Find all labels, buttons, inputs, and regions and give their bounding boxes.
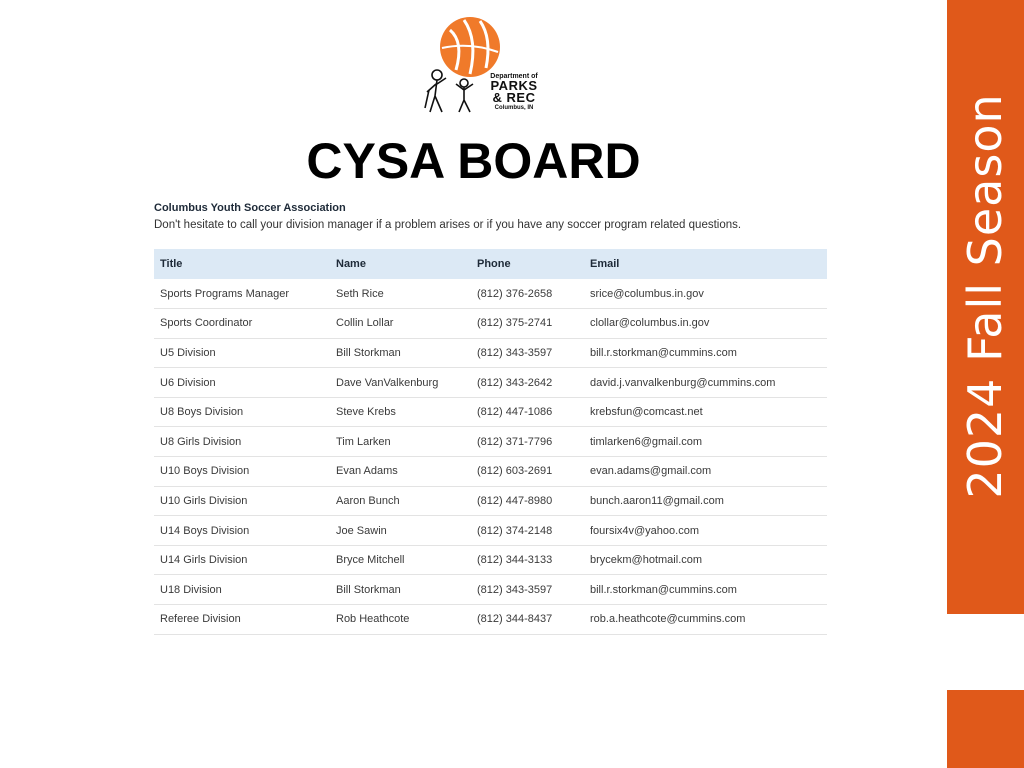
cell-name: Steve Krebs xyxy=(330,397,471,427)
cell-phone: (812) 343-3597 xyxy=(471,575,584,605)
cell-email: evan.adams@gmail.com xyxy=(584,457,827,487)
association-description: Don't hesitate to call your division manager if a problem arises or if you have any soccer program related questions. xyxy=(154,219,742,231)
logo-dept: Department of xyxy=(490,73,538,80)
cell-phone: (812) 374-2148 xyxy=(471,516,584,546)
cell-title: U18 Division xyxy=(154,575,330,605)
table-row xyxy=(154,338,827,368)
table-row xyxy=(154,486,827,516)
cell-name: Aaron Bunch xyxy=(330,486,471,516)
board-table xyxy=(154,249,827,635)
cell-phone: (812) 376-2658 xyxy=(471,279,584,309)
cell-name: Tim Larken xyxy=(330,427,471,457)
cell-phone: (812) 603-2691 xyxy=(471,457,584,487)
table-row xyxy=(154,279,827,309)
table-row xyxy=(154,427,827,457)
column-header-title: Title xyxy=(154,249,330,279)
cell-title: U10 Boys Division xyxy=(154,457,330,487)
cell-title: U8 Girls Division xyxy=(154,427,330,457)
cell-title: U10 Girls Division xyxy=(154,486,330,516)
cell-title: U14 Boys Division xyxy=(154,516,330,546)
column-header-phone: Phone xyxy=(471,249,584,279)
cell-name: Evan Adams xyxy=(330,457,471,487)
cell-phone: (812) 371-7796 xyxy=(471,427,584,457)
cell-email: rob.a.heathcote@cummins.com xyxy=(584,605,827,635)
cell-phone: (812) 343-3597 xyxy=(471,338,584,368)
cell-email: krebsfun@comcast.net xyxy=(584,397,827,427)
cell-name: Bill Storkman xyxy=(330,575,471,605)
cell-name: Collin Lollar xyxy=(330,309,471,339)
cell-phone: (812) 343-2642 xyxy=(471,368,584,398)
cell-phone: (812) 344-8437 xyxy=(471,605,584,635)
sidebar-orange-footer xyxy=(947,690,1024,768)
logo-city: Columbus, IN xyxy=(494,105,534,111)
cell-title: U6 Division xyxy=(154,368,330,398)
cell-name: Dave VanValkenburg xyxy=(330,368,471,398)
table-row xyxy=(154,309,827,339)
cell-email: david.j.vanvalkenburg@cummins.com xyxy=(584,368,827,398)
cell-name: Rob Heathcote xyxy=(330,605,471,635)
logo-rec: & REC xyxy=(492,90,536,105)
cell-email: brycekm@hotmail.com xyxy=(584,545,827,575)
table-row xyxy=(154,397,827,427)
column-header-name: Name xyxy=(330,249,471,279)
table-row xyxy=(154,605,827,635)
table-row xyxy=(154,457,827,487)
table-row xyxy=(154,516,827,546)
logo-parks: PARKS xyxy=(490,78,538,93)
cell-email: timlarken6@gmail.com xyxy=(584,427,827,457)
cell-phone: (812) 375-2741 xyxy=(471,309,584,339)
cell-title: Sports Coordinator xyxy=(154,309,330,339)
table-row xyxy=(154,575,827,605)
cell-email: bill.r.storkman@cummins.com xyxy=(584,338,827,368)
season-title: 2024 Fall Season xyxy=(958,93,1012,499)
cell-name: Joe Sawin xyxy=(330,516,471,546)
table-row xyxy=(154,368,827,398)
cell-title: U14 Girls Division xyxy=(154,545,330,575)
page-title: CYSA BOARD xyxy=(306,133,641,189)
cell-name: Seth Rice xyxy=(330,279,471,309)
logo-text xyxy=(484,73,544,111)
table-row xyxy=(154,545,827,575)
cell-phone: (812) 447-8980 xyxy=(471,486,584,516)
cell-title: Sports Programs Manager xyxy=(154,279,330,309)
cell-name: Bill Storkman xyxy=(330,338,471,368)
cell-email: bunch.aaron11@gmail.com xyxy=(584,486,827,516)
cell-name: Bryce Mitchell xyxy=(330,545,471,575)
cell-email: clollar@columbus.in.gov xyxy=(584,309,827,339)
cell-title: U8 Boys Division xyxy=(154,397,330,427)
column-header-email: Email xyxy=(584,249,827,279)
cell-phone: (812) 344-3133 xyxy=(471,545,584,575)
cell-title: Referee Division xyxy=(154,605,330,635)
cell-email: bill.r.storkman@cummins.com xyxy=(584,575,827,605)
cell-email: foursix4v@yahoo.com xyxy=(584,516,827,546)
association-name: Columbus Youth Soccer Association xyxy=(154,202,346,214)
cell-email: srice@columbus.in.gov xyxy=(584,279,827,309)
cell-title: U5 Division xyxy=(154,338,330,368)
cell-phone: (812) 447-1086 xyxy=(471,397,584,427)
table-header-row xyxy=(154,249,827,279)
